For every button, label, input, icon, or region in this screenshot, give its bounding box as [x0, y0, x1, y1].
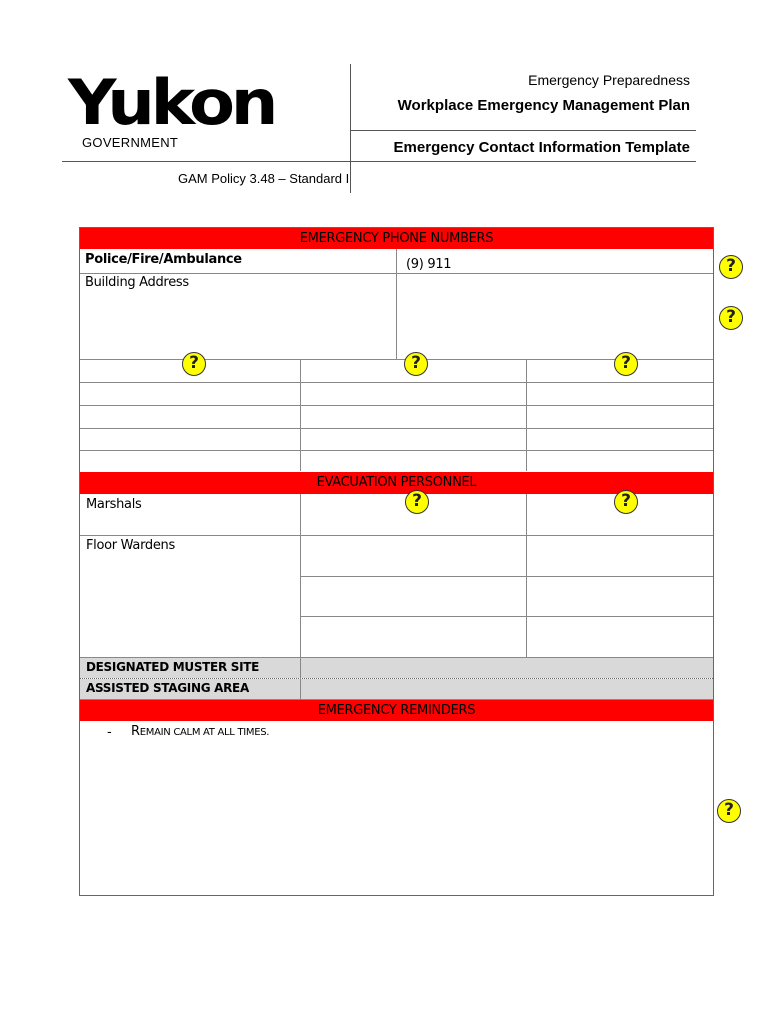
emergency-number: (9) 911	[406, 257, 452, 272]
header-divider-2	[351, 161, 696, 162]
help-icon[interactable]: ?	[405, 490, 429, 514]
help-icon[interactable]: ?	[717, 799, 741, 823]
reminders-heading: EMERGENCY REMINDERS	[80, 700, 713, 721]
evacuation-heading: EVACUATION PERSONNEL	[80, 472, 713, 494]
marshals-label: Marshals	[86, 497, 142, 512]
reminder-first-letter: R	[131, 724, 140, 739]
help-icon[interactable]: ?	[614, 490, 638, 514]
row-divider	[300, 576, 713, 577]
template-title: Emergency Contact Information Template	[393, 139, 690, 156]
help-icon[interactable]: ?	[719, 255, 743, 279]
col-divider	[526, 359, 527, 471]
reminder-bullet: -	[107, 725, 112, 740]
reminder-text: EMAIN CALM AT ALL TIMES.	[139, 727, 270, 738]
plan-title: Workplace Emergency Management Plan	[397, 97, 690, 114]
yukon-logo: Yukon	[68, 66, 275, 139]
header-divider-1	[351, 130, 696, 131]
muster-site-label: DESIGNATED MUSTER SITE	[86, 660, 260, 674]
logo-subtitle: GOVERNMENT	[82, 135, 179, 150]
row-divider	[80, 535, 713, 536]
phone-col-divider	[396, 249, 397, 360]
phone-numbers-heading: EMERGENCY PHONE NUMBERS	[80, 228, 713, 249]
header-vertical-divider	[350, 64, 351, 193]
row-divider	[80, 273, 713, 274]
col-divider	[300, 657, 301, 699]
staging-area-label: ASSISTED STAGING AREA	[86, 681, 249, 695]
floor-wardens-label: Floor Wardens	[86, 538, 175, 553]
header-divider-left	[62, 161, 351, 162]
row-divider	[80, 382, 713, 383]
row-divider	[80, 428, 713, 429]
reminder-item	[131, 724, 269, 739]
row-divider	[80, 405, 713, 406]
help-icon[interactable]: ?	[719, 306, 743, 330]
emergency-services-label: Police/Fire/Ambulance	[85, 252, 242, 267]
help-icon[interactable]: ?	[182, 352, 206, 376]
row-divider	[300, 616, 713, 617]
section-label: Emergency Preparedness	[528, 72, 690, 88]
help-icon[interactable]: ?	[404, 352, 428, 376]
building-address-label: Building Address	[85, 275, 189, 290]
policy-reference: GAM Policy 3.48 – Standard I	[178, 171, 350, 186]
help-icon[interactable]: ?	[614, 352, 638, 376]
col-divider	[300, 359, 301, 471]
row-divider	[80, 450, 713, 451]
